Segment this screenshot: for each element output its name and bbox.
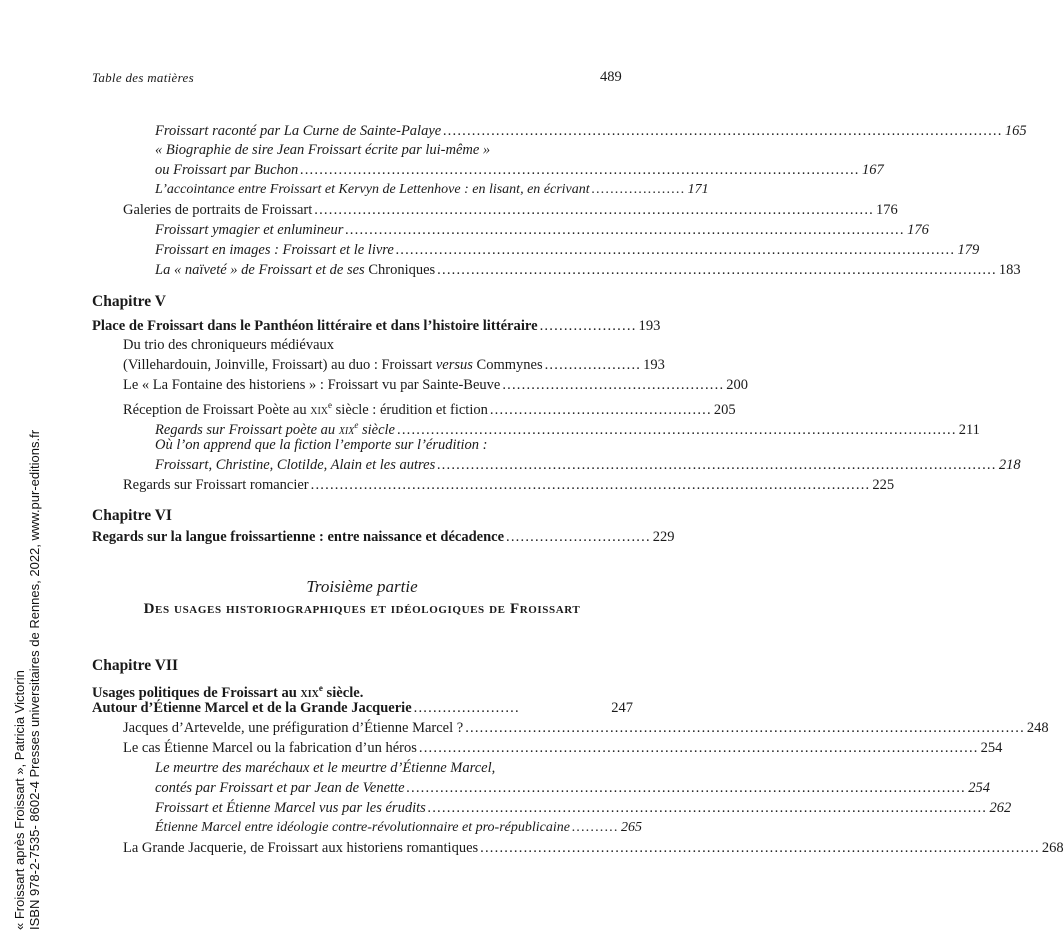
part-subtitle: Des usages historiographiques et idéologiques de Froissart	[143, 601, 581, 617]
toc-entry: Froissart raconté par La Curne de Sainte-Palaye .................................................................................................................... 165	[155, 123, 1027, 139]
toc-entry: ou Froissart par Buchon .................................................................................................................... 167	[155, 162, 884, 178]
copyright-line-2: ISBN 978-2-7535- 8602-4 Presses universitaires de Rennes, 2022, www.pur-editions.fr	[27, 429, 42, 930]
running-header-title: Table des matières	[92, 70, 194, 85]
toc-entry: Regards sur Froissart poète au xix$^e$ siècle .................................................................................................................... 211	[155, 420, 980, 438]
toc-entry: Regards sur Froissart romancier .................................................................................................................... 225	[123, 477, 895, 493]
toc-entry: La « naïveté » de Froissart et de ses Chroniques .................................................................................................................... 183	[155, 262, 1021, 278]
toc-entry: Froissart, Christine, Clotilde, Alain et les autres .................................................................................................................... 218	[155, 457, 1021, 473]
part-title: Troisième partie	[306, 577, 418, 596]
toc-entry: L’accointance entre Froissart et Kervyn de Lettenhove : en lisant, en écrivant .................... 171	[155, 182, 709, 197]
toc-entry: contés par Froissart et par Jean de Venette .................................................................................................................... 254	[155, 780, 990, 796]
toc-entry-line: Du trio des chroniqueurs médiévaux	[123, 337, 335, 353]
chapter-title-line: Usages politiques de Froissart au xix$^e$ siècle.	[92, 683, 364, 701]
chapter-title: Place de Froissart dans le Panthéon littéraire et dans l’histoire littéraire .................... 193	[92, 318, 661, 334]
running-header-page-number: 489	[600, 69, 622, 85]
toc-entry-line: « Biographie de sire Jean Froissart écrite par lui-même »	[155, 142, 491, 158]
copyright-line-1: « Froissart après Froissart », Patricia Victorin	[12, 670, 27, 930]
toc-entry: Le cas Étienne Marcel ou la fabrication d’un héros .................................................................................................................... 254	[123, 740, 1003, 756]
toc-entry: (Villehardouin, Joinville, Froissart) au duo : Froissart versus Commynes .................... 193	[123, 357, 665, 373]
toc-entry: Jacques d’Artevelde, une préfiguration d’Étienne Marcel ? .................................................................................................................... 248	[123, 720, 1049, 736]
toc-entry: Froissart et Étienne Marcel vus par les érudits .................................................................................................................... 262	[155, 800, 1012, 816]
toc-entry: Froissart ymagier et enlumineur .................................................................................................................... 176	[155, 222, 929, 238]
toc-entry: Étienne Marcel entre idéologie contre-révolutionnaire et pro-républicaine .......... 265	[155, 820, 642, 835]
toc-entry: Réception de Froissart Poète au xix$^e$ siècle : érudition et fiction .............................................. 205	[123, 400, 736, 418]
chapter-label: Chapitre VI	[92, 507, 172, 524]
toc-entry: Froissart en images : Froissart et le livre .................................................................................................................... 179	[155, 242, 980, 258]
chapter-title: Regards sur la langue froissartienne : entre naissance et décadence .............................. 229	[92, 529, 675, 545]
toc-entry: Galeries de portraits de Froissart .................................................................................................................... 176	[123, 202, 898, 218]
chapter-label: Chapitre V	[92, 293, 166, 310]
chapter-title: Autour d’Étienne Marcel et de la Grande Jacquerie ...................... 247	[92, 700, 633, 716]
toc-entry-line: Où l’on apprend que la fiction l’emporte sur l’érudition :	[155, 437, 488, 453]
chapter-label: Chapitre VII	[92, 657, 178, 674]
copyright-sidebar	[12, 430, 42, 930]
toc-entry: Le « La Fontaine des historiens » : Froissart vu par Sainte-Beuve .............................................. 200	[123, 377, 749, 393]
toc-entry-line: Le meurtre des maréchaux et le meurtre d’Étienne Marcel,	[155, 760, 496, 776]
toc-entry: La Grande Jacquerie, de Froissart aux historiens romantiques .................................................................................................................... 268	[123, 840, 1064, 856]
